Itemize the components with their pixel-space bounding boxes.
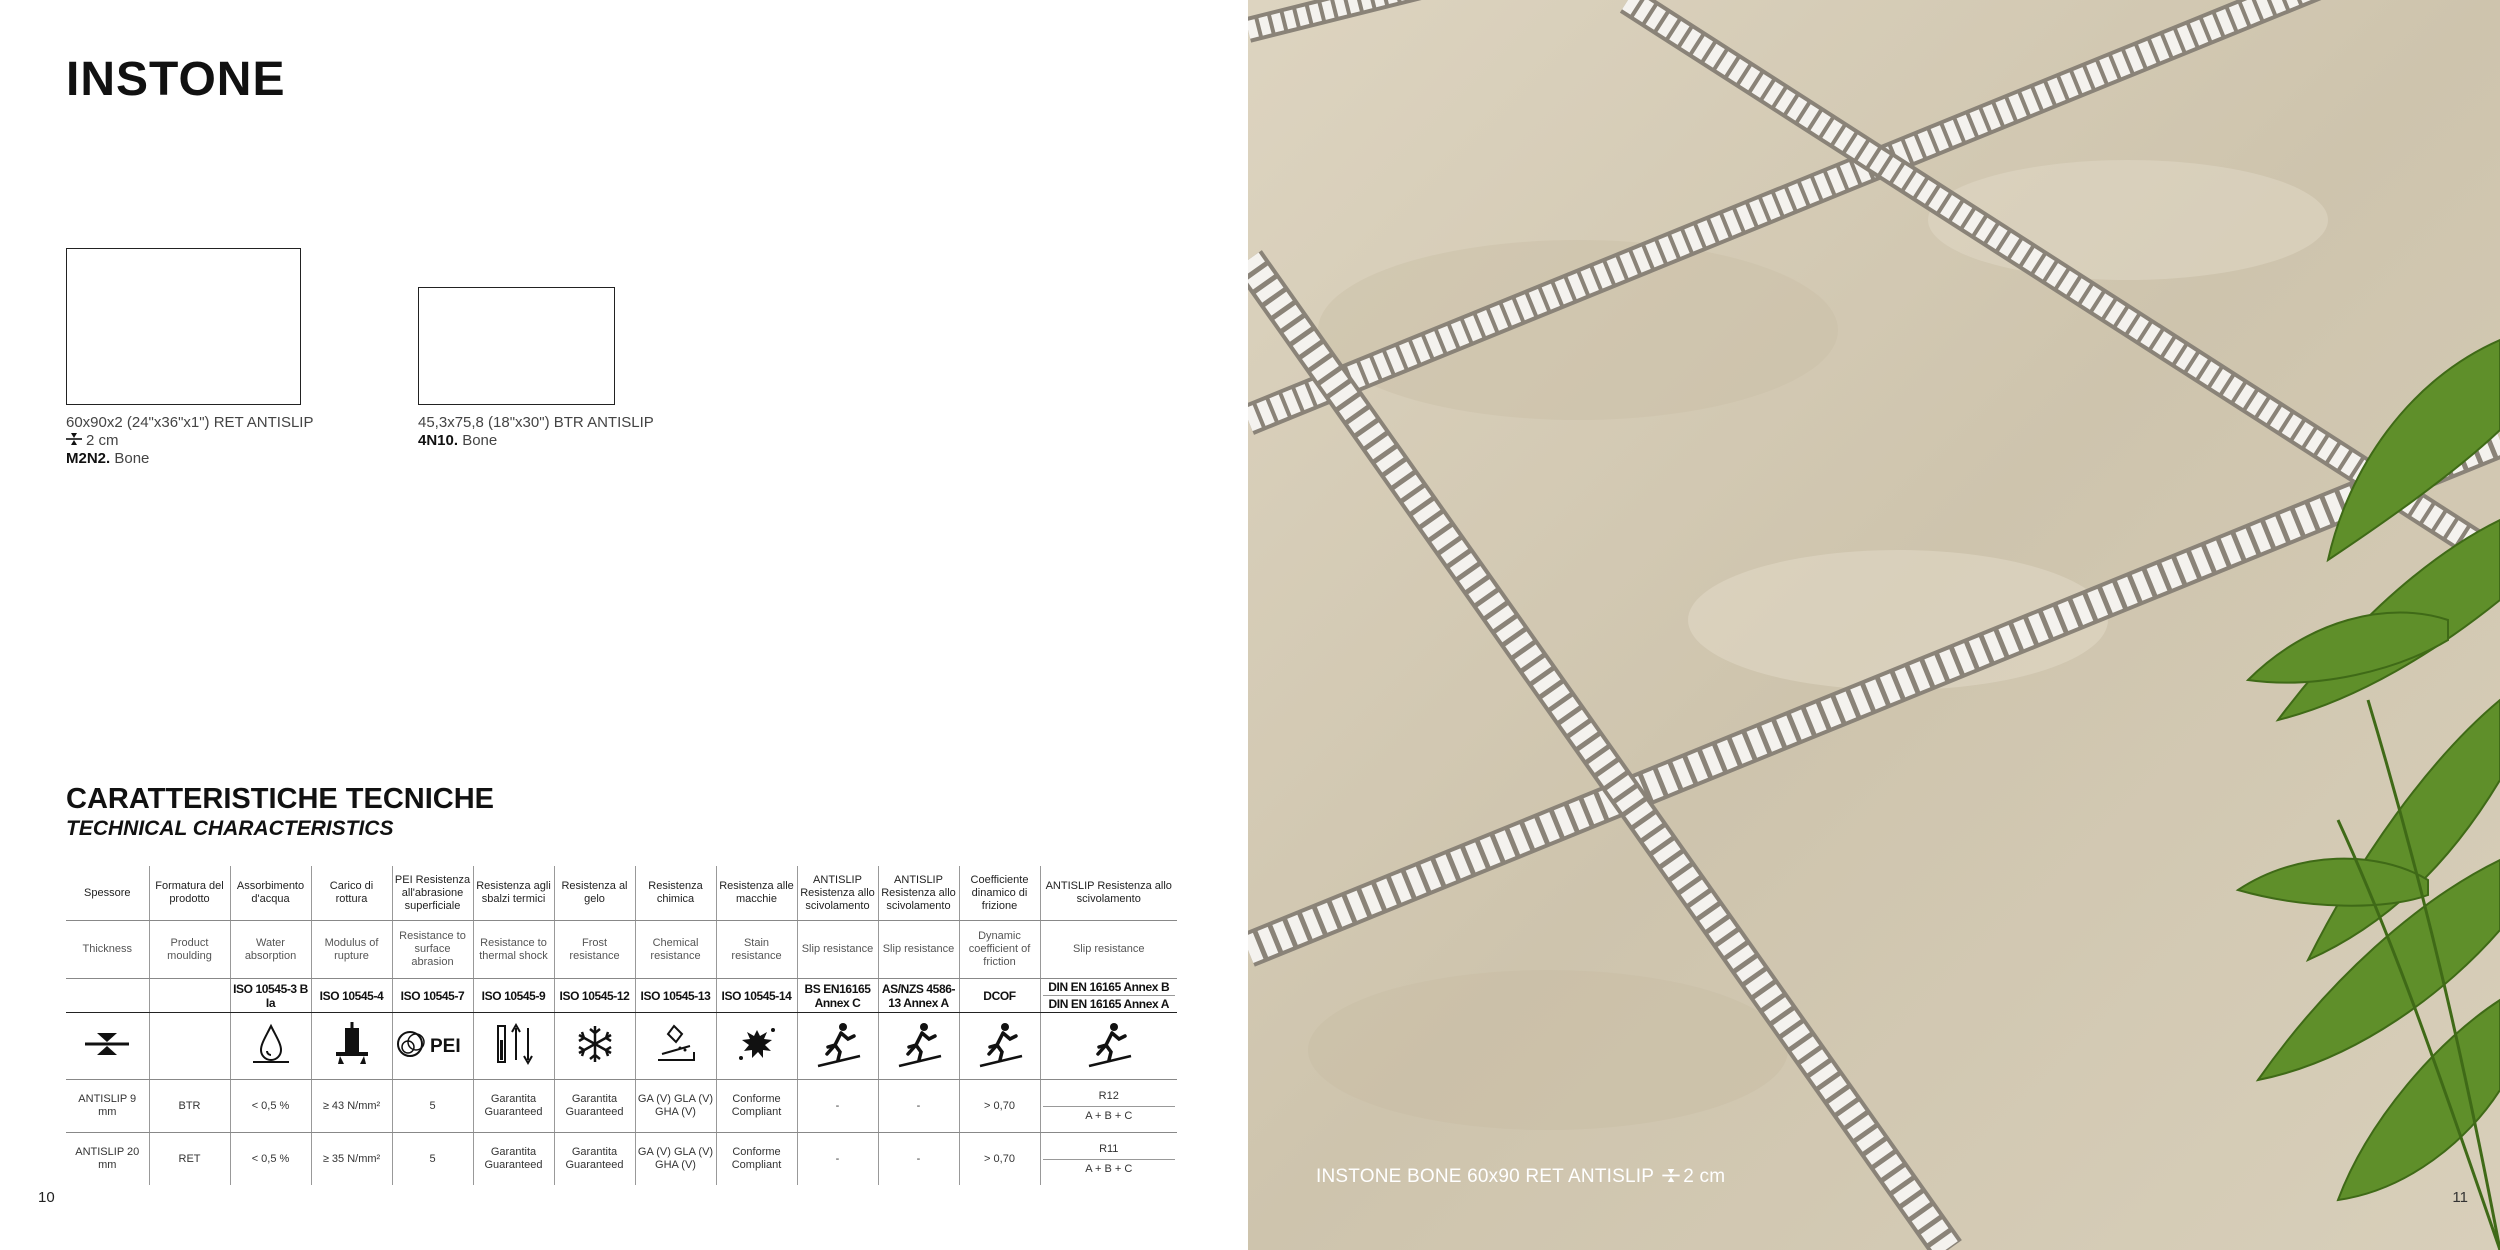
format-caption-60x90 [66,414,446,468]
format-caption-45x75 [418,414,778,450]
pei-label: PEI [429,1036,461,1057]
stain-splash-icon [733,1020,781,1068]
norm-cell: AS/NZS 4586-13 Annex A [878,979,959,1013]
header-cell: ANTISLIP Resistenza allo scivolamento [797,866,878,921]
tech-subtitle: TECHNICAL CHARACTERISTICS [66,817,394,840]
norm-cell: ISO 10545-14 [716,979,797,1013]
table-row [66,1133,1177,1186]
format-size: 45,3x75,8 (18"x30") BTR ANTISLIP [418,414,654,431]
format-swatch-45x75 [418,287,615,405]
left-page [0,0,1248,1250]
slip-person-icon [814,1020,862,1068]
thickness-icon [66,432,82,450]
patio-scene [1248,0,2500,1250]
cell-bs: - [797,1133,878,1186]
cell-din-a: A + B + C [1043,1106,1176,1126]
table-icons [66,1013,1177,1080]
cell-thickness: ANTISLIP 9 mm [66,1080,149,1133]
format-swatch-60x90 [66,248,301,405]
header-cell: Assorbimento d'acqua [230,866,311,921]
cell-chemical: GA (V) GLA (V) GHA (V) [635,1080,716,1133]
chemical-flask-icon [652,1020,700,1068]
header-cell-en: Slip resistance [878,921,959,979]
thickness-icon [1662,1166,1680,1188]
header-cell-en: Resistance to thermal shock [473,921,554,979]
format-color: Bone [114,450,150,468]
table-header-en [66,921,1177,979]
norm-cell-din [1040,979,1177,1013]
format-code: 4N10. [418,432,459,449]
norm-cell: ISO 10545-9 [473,979,554,1013]
pei-abrasion-icon [396,1020,470,1068]
header-cell: ANTISLIP Resistenza allo scivolamento [1040,866,1177,921]
header-cell-en: Slip resistance [1040,921,1177,979]
header-cell-en: Resistance to surface abrasion [392,921,473,979]
tech-table [66,866,1177,1185]
format-size: 60x90x2 (24"x36"x1") RET ANTISLIP [66,414,314,431]
cell-moulding: RET [149,1133,230,1186]
weight-load-icon [328,1020,376,1068]
table-row [66,1080,1177,1133]
header-cell: Resistenza al gelo [554,866,635,921]
norm-cell: ISO 10545-7 [392,979,473,1013]
header-cell-en: Slip resistance [797,921,878,979]
header-cell: ANTISLIP Resistenza allo scivolamento [878,866,959,921]
caption-thickness: 2 cm [1683,1166,1726,1188]
slip-person-icon [1085,1020,1133,1068]
norm-din-a: DIN EN 16165 Annex A [1043,995,1176,1012]
cell-water: < 0,5 % [230,1133,311,1186]
table-header-it [66,866,1177,921]
cell-stain: Conforme Compliant [716,1133,797,1186]
cell-din-b: R12 [1098,1089,1119,1102]
cell-frost: Garantita Guaranteed [554,1080,635,1133]
cell-din-b: R11 [1099,1142,1119,1155]
page-title: INSTONE [66,53,286,106]
cell-dcof: > 0,70 [959,1080,1040,1133]
tech-title: CARATTERISTICHE TECNICHE [66,783,495,815]
cell-moulding: BTR [149,1080,230,1133]
norm-cell: BS EN16165 Annex C [797,979,878,1013]
cell-bs: - [797,1080,878,1133]
header-cell: Spessore [66,866,149,921]
caption-text: INSTONE BONE 60x90 RET ANTISLIP [1316,1166,1654,1188]
norm-cell: ISO 10545-13 [635,979,716,1013]
cell-stain: Conforme Compliant [716,1080,797,1133]
cell-asnzs: - [878,1133,959,1186]
header-cell-en: Product moulding [149,921,230,979]
header-cell: Carico di rottura [311,866,392,921]
format-code: M2N2. [66,450,111,468]
cell-din [1040,1133,1177,1186]
cell-asnzs: - [878,1080,959,1133]
header-cell-en: Dynamic coefficient of friction [959,921,1040,979]
cell-dcof: > 0,70 [959,1133,1040,1186]
page-number-right: 11 [2452,1189,2468,1206]
water-drop-icon [247,1020,295,1068]
header-cell-en: Frost resistance [554,921,635,979]
cell-rupture: ≥ 43 N/mm² [311,1080,392,1133]
slip-person-icon [976,1020,1024,1068]
snowflake-icon [571,1020,619,1068]
norm-din-b: DIN EN 16165 Annex B [1048,980,1170,994]
header-cell: Resistenza agli sbalzi termici [473,866,554,921]
norm-cell: DCOF [959,979,1040,1013]
cell-thermal: Garantita Guaranteed [473,1133,554,1186]
norm-cell: ISO 10545-3 B Ia [230,979,311,1013]
norm-cell [149,979,230,1013]
format-color: Bone [462,432,498,449]
header-cell: Coefficiente dinamico di frizione [959,866,1040,921]
thickness-icon [83,1020,131,1068]
norm-cell: ISO 10545-4 [311,979,392,1013]
header-cell-en: Modulus of rupture [311,921,392,979]
cell-water: < 0,5 % [230,1080,311,1133]
format-thickness: 2 cm [86,432,119,449]
cell-frost: Garantita Guaranteed [554,1133,635,1186]
cell-pei: 5 [392,1080,473,1133]
cell-pei: 5 [392,1133,473,1186]
header-cell-en: Water absorption [230,921,311,979]
product-photo [1248,0,2500,1250]
cell-thermal: Garantita Guaranteed [473,1080,554,1133]
table-norms [66,979,1177,1013]
header-cell-en: Stain resistance [716,921,797,979]
cell-chemical: GA (V) GLA (V) GHA (V) [635,1133,716,1186]
cell-rupture: ≥ 35 N/mm² [311,1133,392,1186]
norm-cell: ISO 10545-12 [554,979,635,1013]
header-cell-en: Chemical resistance [635,921,716,979]
header-cell: Resistenza chimica [635,866,716,921]
cell-din [1040,1080,1177,1133]
header-cell: PEI Resistenza all'abrasione superficiale [392,866,473,921]
page-number-left: 10 [38,1189,55,1206]
slip-person-icon [895,1020,943,1068]
photo-caption [1316,1166,1725,1188]
cell-thickness: ANTISLIP 20 mm [75,1146,140,1171]
norm-cell [66,979,149,1013]
thermal-shock-icon [490,1020,538,1068]
header-cell: Resistenza alle macchie [716,866,797,921]
cell-din-a: A + B + C [1043,1159,1176,1179]
header-cell-en: Thickness [66,921,149,979]
header-cell: Formatura del prodotto [149,866,230,921]
